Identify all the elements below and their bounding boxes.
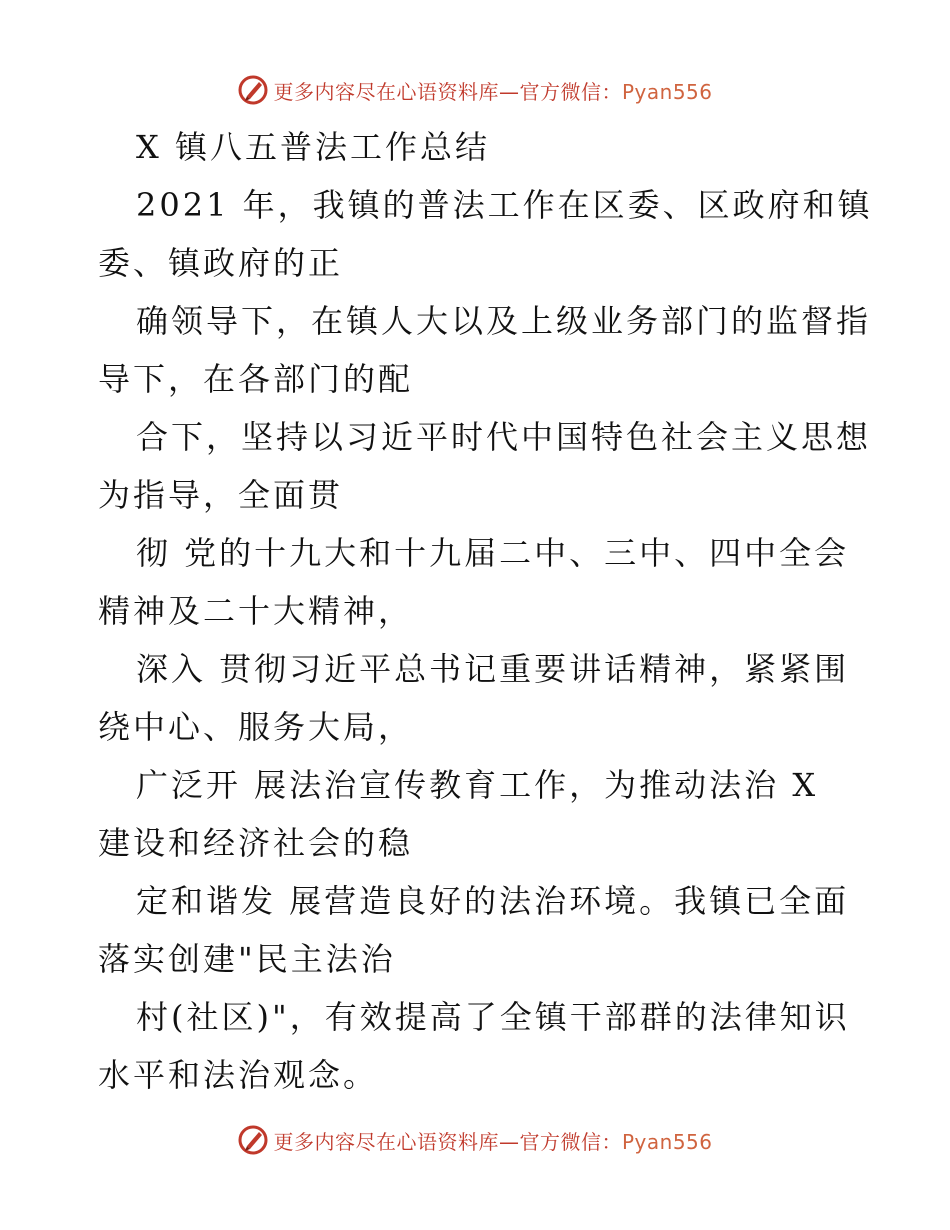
red-pen-circle-icon <box>237 74 269 106</box>
watermark-text <box>273 1126 712 1155</box>
paragraph-line: 彻 党的十九大和十九届二中、三中、四中全会 <box>136 534 850 572</box>
paragraph-line: 确领导下，在镇人大以及上级业务部门的监督指 <box>136 302 872 340</box>
watermark-site-text: 更多内容尽在心语资料库—官方微信： <box>273 79 622 104</box>
paragraph-line: 定和谐发 展营造良好的法治环境。我镇已全面 <box>136 882 850 920</box>
paragraph-line: 为指导，全面贯 <box>98 476 344 514</box>
paragraph-line: 深入 贯彻习近平总书记重要讲话精神，紧紧围 <box>136 650 850 688</box>
paragraph-line: 合下，坚持以习近平时代中国特色社会主义思想 <box>136 418 872 456</box>
document-title: X 镇八五普法工作总结 <box>136 128 490 166</box>
paragraph-line: 广泛开 展法治宣传教育工作，为推动法治 X <box>136 766 819 804</box>
document-body <box>98 118 873 1104</box>
watermark-site-text: 更多内容尽在心语资料库—官方微信： <box>273 1129 622 1154</box>
paragraph-line: 水平和法治观念。 <box>98 1056 379 1094</box>
red-pen-circle-icon <box>237 1124 269 1156</box>
paragraph-line: 精神及二十大精神， <box>98 592 414 630</box>
paragraph-line: 2021 年，我镇的普法工作在区委、区政府和镇 <box>136 186 873 224</box>
paragraph-line: 委、镇政府的正 <box>98 244 344 282</box>
paragraph-line: 绕中心、服务大局， <box>98 708 414 746</box>
paragraph-line: 导下，在各部门的配 <box>98 360 414 398</box>
watermark-handle: Pyan556 <box>621 79 713 104</box>
watermark-text <box>273 76 712 105</box>
watermark-handle: Pyan556 <box>621 1129 713 1154</box>
paragraph-line: 建设和经济社会的稳 <box>98 824 414 862</box>
paragraph-line: 村(社区)"，有效提高了全镇干部群的法律知识 <box>136 998 850 1036</box>
watermark-banner-top <box>0 70 950 110</box>
paragraph-line: 落实创建"民主法治 <box>98 940 396 978</box>
watermark-banner-bottom <box>0 1120 950 1160</box>
